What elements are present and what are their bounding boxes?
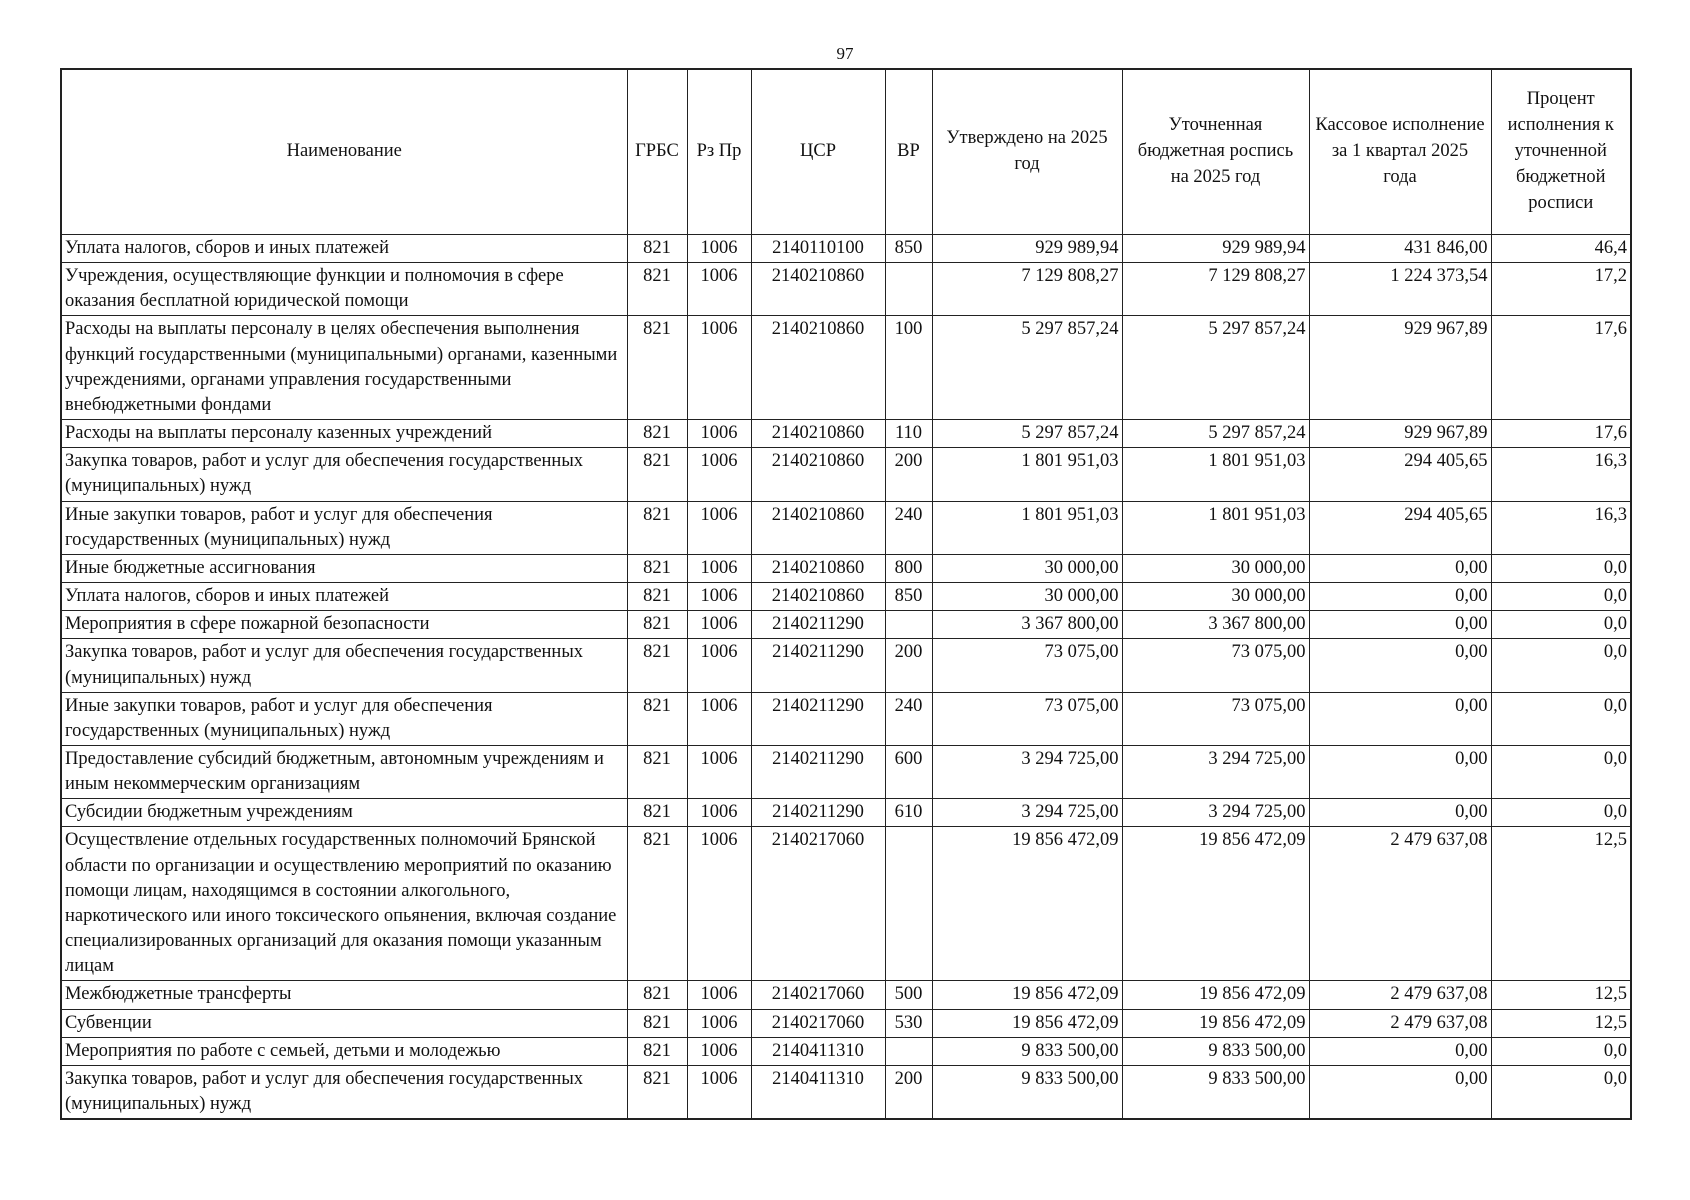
cell-approved: 19 856 472,09: [932, 981, 1122, 1009]
cell-refined: 73 075,00: [1122, 692, 1309, 745]
cell-vr: 850: [885, 583, 932, 611]
cell-rzpr: 1006: [687, 1065, 751, 1119]
cell-rzpr: 1006: [687, 263, 751, 316]
cell-percent: 12,5: [1491, 827, 1631, 981]
cell-vr: 240: [885, 692, 932, 745]
cell-approved: 9 833 500,00: [932, 1037, 1122, 1065]
cell-approved: 5 297 857,24: [932, 420, 1122, 448]
cell-csr: 2140210860: [751, 448, 885, 501]
cell-rzpr: 1006: [687, 420, 751, 448]
cell-percent: 16,3: [1491, 501, 1631, 554]
header-percent: Процент исполнения к уточненной бюджетной росписи: [1491, 69, 1631, 235]
cell-vr: [885, 1037, 932, 1065]
cell-grbs: 821: [627, 263, 687, 316]
cell-percent: 46,4: [1491, 235, 1631, 263]
cell-percent: 17,2: [1491, 263, 1631, 316]
cell-vr: 200: [885, 639, 932, 692]
cell-csr: 2140210860: [751, 501, 885, 554]
cell-cash: 0,00: [1309, 692, 1491, 745]
cell-rzpr: 1006: [687, 1009, 751, 1037]
cell-refined: 19 856 472,09: [1122, 981, 1309, 1009]
cell-rzpr: 1006: [687, 448, 751, 501]
cell-name: Межбюджетные трансферты: [61, 981, 627, 1009]
cell-grbs: 821: [627, 1037, 687, 1065]
cell-approved: 19 856 472,09: [932, 1009, 1122, 1037]
cell-vr: [885, 263, 932, 316]
cell-csr: 2140211290: [751, 692, 885, 745]
cell-cash: 0,00: [1309, 745, 1491, 798]
cell-csr: 2140217060: [751, 827, 885, 981]
cell-csr: 2140210860: [751, 263, 885, 316]
cell-cash: 0,00: [1309, 1037, 1491, 1065]
cell-refined: 9 833 500,00: [1122, 1037, 1309, 1065]
cell-cash: 0,00: [1309, 611, 1491, 639]
cell-cash: 0,00: [1309, 1065, 1491, 1119]
cell-percent: 0,0: [1491, 583, 1631, 611]
cell-vr: 530: [885, 1009, 932, 1037]
cell-percent: 0,0: [1491, 1037, 1631, 1065]
cell-grbs: 821: [627, 501, 687, 554]
cell-refined: 1 801 951,03: [1122, 501, 1309, 554]
cell-cash: 929 967,89: [1309, 420, 1491, 448]
cell-approved: 30 000,00: [932, 583, 1122, 611]
table-row: [61, 692, 1631, 745]
cell-rzpr: 1006: [687, 1037, 751, 1065]
table-row: [61, 554, 1631, 582]
table-row: [61, 1065, 1631, 1119]
cell-percent: 12,5: [1491, 1009, 1631, 1037]
cell-approved: 1 801 951,03: [932, 501, 1122, 554]
cell-cash: 2 479 637,08: [1309, 827, 1491, 981]
cell-name: Иные бюджетные ассигнования: [61, 554, 627, 582]
cell-percent: 0,0: [1491, 639, 1631, 692]
cell-csr: 2140210860: [751, 420, 885, 448]
cell-refined: 3 294 725,00: [1122, 745, 1309, 798]
cell-name: Иные закупки товаров, работ и услуг для обеспечения государственных (муниципальных) нужд: [61, 501, 627, 554]
cell-grbs: 821: [627, 745, 687, 798]
cell-rzpr: 1006: [687, 692, 751, 745]
cell-vr: 800: [885, 554, 932, 582]
cell-percent: 16,3: [1491, 448, 1631, 501]
cell-name: Расходы на выплаты персоналу казенных учреждений: [61, 420, 627, 448]
cell-rzpr: 1006: [687, 583, 751, 611]
cell-grbs: 821: [627, 981, 687, 1009]
cell-approved: 9 833 500,00: [932, 1065, 1122, 1119]
cell-refined: 929 989,94: [1122, 235, 1309, 263]
cell-name: Уплата налогов, сборов и иных платежей: [61, 583, 627, 611]
header-name: Наименование: [61, 69, 627, 235]
cell-vr: 200: [885, 1065, 932, 1119]
cell-vr: 110: [885, 420, 932, 448]
table-row: [61, 827, 1631, 981]
cell-approved: 30 000,00: [932, 554, 1122, 582]
cell-name: Иные закупки товаров, работ и услуг для обеспечения государственных (муниципальных) нужд: [61, 692, 627, 745]
header-row: [61, 69, 1631, 235]
cell-percent: 0,0: [1491, 692, 1631, 745]
table-row: [61, 745, 1631, 798]
header-rzpr: Рз Пр: [687, 69, 751, 235]
cell-grbs: 821: [627, 827, 687, 981]
cell-name: Предоставление субсидий бюджетным, автономным учреждениям и иным некоммерческим организациям: [61, 745, 627, 798]
cell-approved: 3 294 725,00: [932, 799, 1122, 827]
cell-cash: 431 846,00: [1309, 235, 1491, 263]
cell-refined: 19 856 472,09: [1122, 827, 1309, 981]
table-row: [61, 639, 1631, 692]
cell-refined: 5 297 857,24: [1122, 316, 1309, 420]
cell-rzpr: 1006: [687, 235, 751, 263]
cell-vr: [885, 611, 932, 639]
cell-cash: 294 405,65: [1309, 448, 1491, 501]
table-row: [61, 583, 1631, 611]
header-grbs: ГРБС: [627, 69, 687, 235]
cell-name: Субвенции: [61, 1009, 627, 1037]
cell-name: Осуществление отдельных государственных полномочий Брянской области по организации и осуществлению мероприятий по оказанию помощи лицам, находящимся в состоянии алкогольного, наркотического или иного токсического опьянения, включая создание специализированных организаций для оказания помощи указанным лицам: [61, 827, 627, 981]
cell-percent: 0,0: [1491, 611, 1631, 639]
cell-percent: 0,0: [1491, 745, 1631, 798]
cell-refined: 73 075,00: [1122, 639, 1309, 692]
cell-cash: 1 224 373,54: [1309, 263, 1491, 316]
cell-csr: 2140211290: [751, 799, 885, 827]
cell-percent: 0,0: [1491, 799, 1631, 827]
table-row: [61, 263, 1631, 316]
cell-grbs: 821: [627, 799, 687, 827]
header-cash: Кассовое исполнение за 1 квартал 2025 года: [1309, 69, 1491, 235]
cell-grbs: 821: [627, 448, 687, 501]
table-row: [61, 611, 1631, 639]
cell-rzpr: 1006: [687, 981, 751, 1009]
cell-grbs: 821: [627, 1009, 687, 1037]
cell-rzpr: 1006: [687, 316, 751, 420]
cell-approved: 19 856 472,09: [932, 827, 1122, 981]
table-body: [61, 235, 1631, 1120]
cell-name: Уплата налогов, сборов и иных платежей: [61, 235, 627, 263]
cell-refined: 30 000,00: [1122, 583, 1309, 611]
cell-cash: 0,00: [1309, 583, 1491, 611]
cell-grbs: 821: [627, 692, 687, 745]
cell-refined: 3 294 725,00: [1122, 799, 1309, 827]
cell-cash: 0,00: [1309, 639, 1491, 692]
cell-refined: 19 856 472,09: [1122, 1009, 1309, 1037]
cell-cash: 0,00: [1309, 799, 1491, 827]
cell-vr: 100: [885, 316, 932, 420]
cell-cash: 0,00: [1309, 554, 1491, 582]
cell-rzpr: 1006: [687, 554, 751, 582]
cell-cash: 929 967,89: [1309, 316, 1491, 420]
cell-rzpr: 1006: [687, 745, 751, 798]
cell-grbs: 821: [627, 611, 687, 639]
cell-grbs: 821: [627, 639, 687, 692]
cell-name: Закупка товаров, работ и услуг для обеспечения государственных (муниципальных) нужд: [61, 639, 627, 692]
cell-vr: [885, 827, 932, 981]
cell-csr: 2140211290: [751, 639, 885, 692]
cell-csr: 2140210860: [751, 583, 885, 611]
cell-rzpr: 1006: [687, 611, 751, 639]
cell-rzpr: 1006: [687, 501, 751, 554]
page-number: 97: [836, 44, 854, 63]
cell-name: Мероприятия по работе с семьей, детьми и молодежью: [61, 1037, 627, 1065]
cell-approved: 1 801 951,03: [932, 448, 1122, 501]
cell-rzpr: 1006: [687, 639, 751, 692]
table-row: [61, 501, 1631, 554]
cell-approved: 5 297 857,24: [932, 316, 1122, 420]
cell-csr: 2140217060: [751, 1009, 885, 1037]
table-row: [61, 448, 1631, 501]
cell-approved: 73 075,00: [932, 692, 1122, 745]
cell-approved: 73 075,00: [932, 639, 1122, 692]
budget-table: [60, 68, 1632, 1120]
cell-grbs: 821: [627, 316, 687, 420]
cell-vr: 200: [885, 448, 932, 501]
cell-vr: 850: [885, 235, 932, 263]
cell-rzpr: 1006: [687, 827, 751, 981]
table-row: [61, 981, 1631, 1009]
cell-refined: 7 129 808,27: [1122, 263, 1309, 316]
cell-percent: 0,0: [1491, 1065, 1631, 1119]
cell-csr: 2140110100: [751, 235, 885, 263]
cell-approved: 7 129 808,27: [932, 263, 1122, 316]
cell-percent: 17,6: [1491, 316, 1631, 420]
table-row: [61, 1009, 1631, 1037]
cell-name: Закупка товаров, работ и услуг для обеспечения государственных (муниципальных) нужд: [61, 448, 627, 501]
cell-grbs: 821: [627, 1065, 687, 1119]
cell-name: Субсидии бюджетным учреждениям: [61, 799, 627, 827]
cell-name: Мероприятия в сфере пожарной безопасности: [61, 611, 627, 639]
cell-percent: 0,0: [1491, 554, 1631, 582]
table-row: [61, 235, 1631, 263]
cell-grbs: 821: [627, 583, 687, 611]
table-row: [61, 316, 1631, 420]
cell-cash: 2 479 637,08: [1309, 1009, 1491, 1037]
header-csr: ЦСР: [751, 69, 885, 235]
header-approved: Утверждено на 2025 год: [932, 69, 1122, 235]
cell-name: Учреждения, осуществляющие функции и полномочия в сфере оказания бесплатной юридической помощи: [61, 263, 627, 316]
cell-csr: 2140210860: [751, 316, 885, 420]
cell-refined: 9 833 500,00: [1122, 1065, 1309, 1119]
table-row: [61, 799, 1631, 827]
cell-grbs: 821: [627, 420, 687, 448]
cell-csr: 2140411310: [751, 1037, 885, 1065]
cell-grbs: 821: [627, 235, 687, 263]
cell-cash: 2 479 637,08: [1309, 981, 1491, 1009]
cell-csr: 2140411310: [751, 1065, 885, 1119]
cell-approved: 929 989,94: [932, 235, 1122, 263]
header-refined: Уточненная бюджетная роспись на 2025 год: [1122, 69, 1309, 235]
cell-name: Расходы на выплаты персоналу в целях обеспечения выполнения функций государственными (муниципальными) органами, казенными учреждениями, органами управления государственными внебюджетными фондами: [61, 316, 627, 420]
cell-csr: 2140210860: [751, 554, 885, 582]
cell-cash: 294 405,65: [1309, 501, 1491, 554]
cell-grbs: 821: [627, 554, 687, 582]
cell-csr: 2140211290: [751, 611, 885, 639]
cell-approved: 3 294 725,00: [932, 745, 1122, 798]
cell-csr: 2140211290: [751, 745, 885, 798]
cell-vr: 500: [885, 981, 932, 1009]
cell-refined: 30 000,00: [1122, 554, 1309, 582]
cell-refined: 3 367 800,00: [1122, 611, 1309, 639]
header-vr: ВР: [885, 69, 932, 235]
cell-approved: 3 367 800,00: [932, 611, 1122, 639]
table-row: [61, 1037, 1631, 1065]
cell-name: Закупка товаров, работ и услуг для обеспечения государственных (муниципальных) нужд: [61, 1065, 627, 1119]
cell-csr: 2140217060: [751, 981, 885, 1009]
cell-vr: 600: [885, 745, 932, 798]
cell-percent: 17,6: [1491, 420, 1631, 448]
cell-rzpr: 1006: [687, 799, 751, 827]
cell-vr: 610: [885, 799, 932, 827]
cell-percent: 12,5: [1491, 981, 1631, 1009]
cell-refined: 5 297 857,24: [1122, 420, 1309, 448]
cell-refined: 1 801 951,03: [1122, 448, 1309, 501]
cell-vr: 240: [885, 501, 932, 554]
table-row: [61, 420, 1631, 448]
